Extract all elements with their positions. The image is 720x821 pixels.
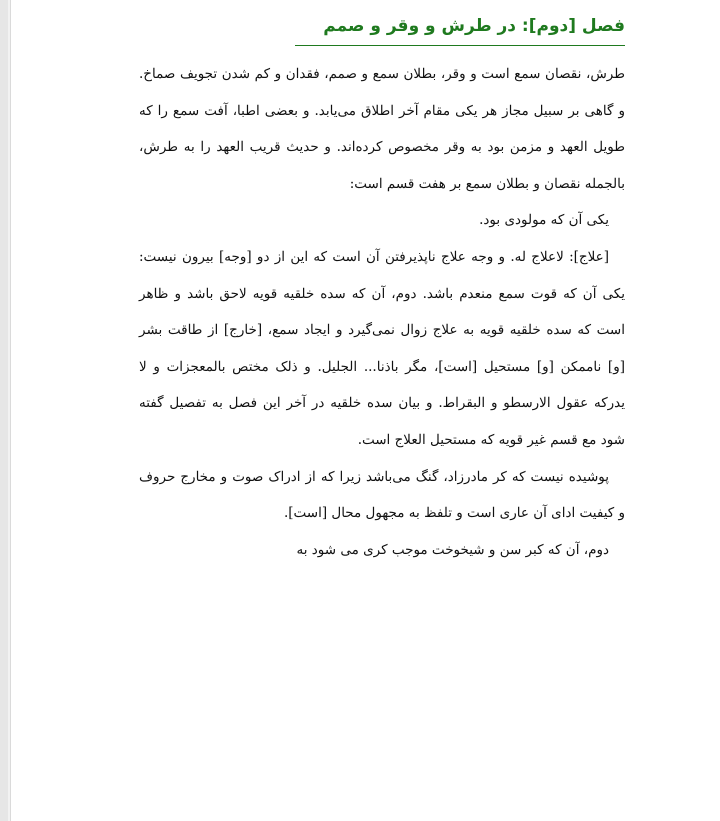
paragraph-treatment: [علاج]: لاعلاج له. و وجه علاج ناپذیرفتن آن است که این از دو [وجه] بیرون نیست: یکی آن که قوت سمع منعدم باشد. دوم، آن که سده خلقیه قویه لاحق باشد و ظاهر است که سده خلقیه قویه به علاج زوال نمی‌گیرد و ایجاد سمع، [خارج] از طاقت بشر [و] ناممکن [و] مستحیل [است]، مگر باذنا... الجلیل. و ذلک مختص بالمعجزات و لا یدرکه عقول الارسطو و البقراط. و بیان سده خلقیه در آخر این فصل به تفصیل گفته شود مع قسم غیر قویه که مستحیل العلاج است. xyxy=(139,248,625,448)
document-page xyxy=(10,0,720,821)
paragraph-definition: طرش، نقصان سمع است و وقر، بطلان سمع و صمم، فقدان و کم شدن تجویف صماخ. و گاهی بر سبیل مجاز هر یکی مقام آخر اطلاق می‌یابد. و بعضی اطبا، آفت سمع را که طویل العهد و مزمن بود به وقر مخصوص کرده‌اند. و حدیث قریب العهد را به طرش، بالجمله نقصان و بطلان سمع بر هفت قسم است: xyxy=(139,66,625,192)
page-content xyxy=(139,0,625,558)
paragraph-type-two: دوم، آن که کبر سن و شیخوخت موجب کری می شود به xyxy=(296,541,609,558)
paragraph-congenital-deafness: پوشیده نیست که کر مادرزاد، گنگ می‌باشد زیرا که از ادراک صوت و مخارج حروف و کیفیت ادای آن عاری است و تلفظ به مجهول محال [است]. xyxy=(139,468,625,522)
body-text xyxy=(139,56,625,568)
page-edge xyxy=(0,0,8,821)
chapter-heading: فصل [دوم]: در طرش و وقر و صمم xyxy=(323,16,625,36)
heading-underline xyxy=(295,45,625,46)
paragraph-type-one: یکی آن که مولودی بود. xyxy=(479,212,609,229)
